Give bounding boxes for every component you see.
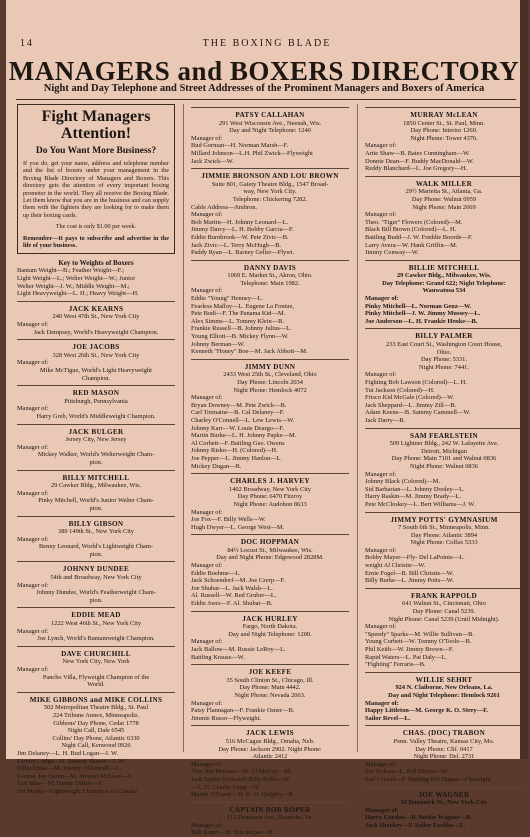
entry-line: Gibbons' Day Phone, Cedar 1778 xyxy=(53,719,139,727)
entry-line: Manager of: xyxy=(365,470,397,478)
entry-line: Bobby Mayer—Fly- Del LaPointe—L. xyxy=(365,554,465,562)
entry-line: Jim Delaney—L. H. Bud Logan—J. W. xyxy=(17,749,118,757)
entry-line: Wauwatosa 534 xyxy=(422,287,466,295)
entry-line: Collins' Day Phone, Atlantic 6330 xyxy=(52,734,140,742)
entry-line: Tiny Jim Herman—M. Al McCoy—M. xyxy=(191,768,292,776)
entry-line: 502 Metropolitan Theatre Bldg., St. Paul xyxy=(43,704,149,712)
entry-line: Happy Littleton—M. George K. O. Strey—F. xyxy=(365,707,489,715)
entry-line: Night Phone: 7441. xyxy=(419,363,469,371)
entry-line: Harry Greb, World's Middleweight Champion. xyxy=(36,412,156,420)
entry-line: Jersey City, New Jersey xyxy=(65,436,127,444)
entry-line: Atlantic 2412 xyxy=(252,753,288,761)
entry-line: Manager of: xyxy=(17,405,49,413)
entry-line: Eddie Boehme—L. xyxy=(191,569,241,577)
entry-line: Johnny Black (Colored)—M. xyxy=(365,478,441,486)
column-right xyxy=(365,104,523,829)
entry-line: Pete McCloskey—L. Bert Williams—J. W. xyxy=(365,500,476,508)
entry-line: Manager of: xyxy=(17,627,49,635)
entry-line: Day Phone: Walnut 0959 xyxy=(411,195,477,203)
entry-line: Martin Burke—L. H. Johnny Papke—M. xyxy=(191,432,297,440)
entry-line: Day Phone: Clif. 0417 xyxy=(415,745,473,753)
directory-entry xyxy=(191,260,349,356)
entry-line: 1222 West 46th St., New York City xyxy=(50,620,142,628)
entry-line: Jack Taylor (Colored) Billy Rolfe—W. xyxy=(191,775,291,783)
entry-line: Day Phone: Interior 1260. xyxy=(410,127,478,135)
entry-line: Artie Shaw—B. Bates Cunningham—W. xyxy=(365,149,471,157)
entry-line: Farmer Lodge—H. Sammy Shaeer—J. W. xyxy=(17,757,126,765)
directory-entry xyxy=(17,646,175,689)
entry-line: Night Call, Kenwood 0926 xyxy=(61,742,131,750)
entry-name: MURRAY McLEAN xyxy=(410,111,478,119)
entry-line: Night Phone: Tower 4376. xyxy=(410,134,478,142)
entry-line: Johnny Karr—W. Louie Deargo—F. xyxy=(191,424,285,432)
directory-entry xyxy=(191,359,349,470)
entry-line: Billie Emke—M. Johnny O'Donnell—L. xyxy=(17,765,122,773)
entry-line: 1850 Center St., St. Paul, Minn. xyxy=(403,119,485,127)
entry-line: Manager of: xyxy=(365,211,397,219)
entry-line: Adam Keene—B. Sammy Cammell—W. xyxy=(365,409,471,417)
entry-line: way, New York City. xyxy=(243,188,297,196)
entry-line: Pete Bodi—F. The Panama Kid—M. xyxy=(191,310,286,318)
entry-line: Mike McTigue, World's Light Heavyweight xyxy=(40,367,152,374)
entry-line: 641 Walnut St., Cincinnati, Ohio xyxy=(402,600,486,608)
directory-entry xyxy=(191,725,349,798)
entry-line: Bryan Downey—M. Pete Zwick—B. xyxy=(191,401,287,409)
entry-line: Manager of: xyxy=(365,623,397,631)
directory-entry xyxy=(365,672,523,723)
entry-name: SAM FEARLSTEIN xyxy=(410,431,478,440)
directory-entry xyxy=(365,725,523,783)
entry-line: 1402 Broadway, New York City xyxy=(229,485,311,493)
entry-line: Suite 801, Gaiety Theatre Bldg., 1547 Broad- xyxy=(211,180,329,188)
directory-entry xyxy=(17,301,175,336)
entry-name: DANNY DAVIS xyxy=(243,263,297,272)
entry-line: Manager of: xyxy=(17,489,49,497)
entry-line: Ernie Fogel—B. Bill Christie—W. xyxy=(365,569,454,577)
entry-line: Eddie "Young" Henney—L. xyxy=(191,295,263,303)
entry-line: Manager of: xyxy=(365,699,399,707)
directory-entry xyxy=(191,473,349,531)
entry-line: Earl Criscel—F. Battling Kid Dugan—Flyweight xyxy=(365,775,491,783)
entry-line: 1069 E. Market St., Akron, Ohio. xyxy=(227,272,313,280)
entry-name: RED MASON xyxy=(72,389,120,398)
entry-line: Jimmie Russo—Flyweight. xyxy=(191,714,261,722)
entry-line: Night Phone: Nevada 2063. xyxy=(234,691,306,699)
entry-line: pion. xyxy=(89,550,103,558)
entry-line: Manager of: xyxy=(191,638,223,646)
notice-box xyxy=(17,104,175,254)
notice-subtitle: Do You Want More Business? xyxy=(35,146,157,156)
entry-line: Battling Budd—J. W. Freddie Boorde—F. xyxy=(365,233,473,241)
entry-line: Cable Address—Jimbron. xyxy=(191,203,258,211)
entry-line: Jack Sheppard—L. Jimmy Zill—B. xyxy=(365,401,457,409)
entry-line: Day and Night Telephone: Hemlock 9261 xyxy=(388,691,500,699)
entry-line: Larry Avera—W. Hank Griffin—M. xyxy=(365,241,458,249)
directory-subheadline: Night and Day Telephone and Street Addresses of the Prominent Managers and Boxers of America xyxy=(43,83,485,94)
directory-entry xyxy=(191,664,349,722)
directory-entry xyxy=(17,385,175,420)
entry-line: 924 N. Claiborne, New Orleans, La. xyxy=(395,684,493,692)
entry-line: Day Phone: Atlantic 3894 xyxy=(410,531,478,539)
entry-line: 7 South 6th St., Minneapolis, Minn. xyxy=(398,524,490,532)
entry-name: JIMMY POTTS' GYMNASIUM xyxy=(390,515,498,524)
entry-line: Kenneth "Honey" Boe—M. Jack Abbott—M. xyxy=(191,348,308,356)
directory-entry xyxy=(365,107,523,173)
entry-line: Harry Raskin—M. Jimmy Brady—L. xyxy=(365,493,462,501)
directory-entry xyxy=(191,168,349,257)
entry-line: Manager of: xyxy=(17,359,49,367)
entry-line: Manager of: xyxy=(191,699,223,707)
entry-line: Day Phone: Canal 5239. xyxy=(412,608,476,616)
weights-key-line: Bantam Weight—B.; Feather Weight—F.; xyxy=(17,267,125,275)
entry-line: Joe Fox—F. Billy Wells—W. xyxy=(191,516,266,524)
directory-entry xyxy=(365,428,523,509)
entry-line: Battling Krause—W. xyxy=(191,653,245,661)
entry-line: 54th and Broadway, New York City xyxy=(50,574,142,582)
entry-line: Frankie Russell—B. Johnny Julius—L. xyxy=(191,325,292,333)
entry-line: Earl Blue—M. Dandy Dillon—F. xyxy=(17,780,103,788)
entry-line: Manager of: xyxy=(365,806,399,814)
entry-line: Day and Night Telephone: 1240 xyxy=(229,127,311,135)
entry-line: Jack Dempsey, World's Heavyweight Champion. xyxy=(33,328,159,336)
entry-line: 509 Lightner Bldg., 242 W. Lafayette Ave. xyxy=(389,440,499,448)
notice-title-line2: Attention! xyxy=(60,125,132,142)
entry-line: Carl Tremaine—B. Cal Delaney—F. xyxy=(191,409,285,417)
entry-line: 36 Dominick St., New York City xyxy=(400,799,488,807)
entry-line: Johnny Risko—H. (Colored)—H. xyxy=(191,447,278,455)
entry-name: JACK KEARNS xyxy=(68,304,124,313)
entry-line: Joe Lynch, World's Bantamweight Champion. xyxy=(37,635,155,643)
entry-line: Donnie Dean—F. Buddy MacDonald—W. xyxy=(365,157,474,165)
entry-line: 29½ Marietta St., Atlanta, Ga. xyxy=(405,188,483,196)
entry-line: Millard Johnson—L.H. Phil Zwick—Flyweight xyxy=(191,149,313,157)
entry-line: Manager of: xyxy=(365,546,397,554)
entry-line: Day Phone: Main 7101 and Walnut 0836 xyxy=(391,455,497,463)
entry-line: Al Corbett—F. Battling Geo. Owens xyxy=(191,439,285,447)
entries-list xyxy=(365,107,523,829)
entry-line: Hugh Dwyer—L. George West—M. xyxy=(191,523,285,531)
entry-line: Manager of: xyxy=(365,142,397,150)
entry-line: 35 South Clinton St., Chicago, Ill. xyxy=(226,676,314,684)
entry-line: Reddy Blanchard—L. Joe Gregory—H. xyxy=(365,165,468,173)
directory-entry xyxy=(17,470,175,513)
entries-list xyxy=(17,301,175,796)
entry-line: Manager of: xyxy=(191,394,223,402)
entry-name: CHARLES J. HARVEY xyxy=(230,477,310,486)
entry-line: Night Phone: Canal 5239 (Until Midnight). xyxy=(388,615,500,623)
directory-entry xyxy=(17,692,175,796)
entry-line: Joe Anderson—L. H. Frankie Henke—B. xyxy=(365,317,478,325)
entry-line: Night Phone: Hemlock 4072 xyxy=(233,386,307,394)
entry-line: Paddy Ryan—L. Barney Geller—Flywt. xyxy=(191,249,295,257)
entry-line: Manager of: xyxy=(365,295,399,303)
entry-line: Jimmy Darcy—L. H. Bobby Garcia—F. xyxy=(191,226,294,234)
entry-line: Day Phone: 6470 Fitzroy xyxy=(237,493,303,501)
entry-name: BILLIE MITCHELL xyxy=(408,263,480,272)
entry-name: JOE JACOBS xyxy=(72,343,120,352)
entry-line: 224 Tribune Annex, Minneapolis. xyxy=(52,711,140,719)
directory-entry xyxy=(17,561,175,604)
entry-name: DAVE CHURCHILL xyxy=(61,649,131,658)
entry-line: weight Al Christie—W. xyxy=(365,562,426,570)
running-title: THE BOXING BLADE xyxy=(202,38,332,49)
entry-name: JACK BULGER xyxy=(68,427,124,436)
entry-line: 516 McCague Bldg., Omaha, Neb. xyxy=(225,737,315,745)
entry-line: Manager of: xyxy=(191,562,223,570)
entry-line: Manager of: xyxy=(191,821,223,829)
entry-line: Telephone: Main 1982. xyxy=(240,279,300,287)
entry-line: Pancho Villa, Flyweight Champion of the xyxy=(42,673,150,681)
entry-line: Manager of: xyxy=(191,211,223,219)
entry-line: 389 149th St., New York City xyxy=(58,528,134,536)
entry-line: Penn. Valley Theatre, Kansas City, Mo. xyxy=(393,737,495,745)
weights-key-line: Light Heavyweight—L. H.; Heavy Weight—H. xyxy=(17,290,139,298)
entry-line: "Speedy" Sparks—M. Willie Sullivan—B. xyxy=(365,630,475,638)
entry-name: JOE KEEFE xyxy=(248,668,292,677)
entry-line: Manager of: xyxy=(191,508,223,516)
entry-line: Tut Jackson (Colored)—H. xyxy=(365,386,435,394)
entry-line: Manager of: xyxy=(365,371,397,379)
binding-spine xyxy=(520,0,528,759)
weights-key-title: Key to Weights of Boxers xyxy=(58,259,134,268)
column-left xyxy=(17,104,175,795)
entry-name: DOC HOPPMAN xyxy=(240,538,300,547)
entry-line: Mickey Walker, World's Welterweight Cham- xyxy=(37,451,155,459)
entry-line: Johnny Dundee, World's Featherweight Cham- xyxy=(36,589,156,597)
entry-line: Patsy Flannagan—F. Frankie Osner—B. xyxy=(191,707,295,715)
directory-entry xyxy=(365,512,523,585)
entry-line: Manager of: xyxy=(191,287,223,295)
column-divider xyxy=(183,104,184,752)
entry-name: JACK LEWIS xyxy=(246,729,294,738)
notice-cost: The cost is only $1.00 per week. xyxy=(55,223,137,231)
entry-line: Harry Gordon—B. Bobby Wagner—B. xyxy=(365,814,472,822)
entry-line: Day and Night Phone: Edgewood 2828M. xyxy=(216,554,324,562)
entry-line: Bob Roper—H. Tom Roper—H. xyxy=(191,829,275,837)
directory-entry xyxy=(191,802,349,837)
entry-line: Manager of: xyxy=(17,581,49,589)
entry-line: Billy Burke—L. Jimmy Potts—W. xyxy=(365,577,454,585)
entry-name: BILLY MITCHELL xyxy=(62,473,130,482)
entry-name: JIMMIE BRONSON AND LOU BROWN xyxy=(201,172,339,181)
entry-line: Joe Trabon—L. Kid Divers—W. xyxy=(365,768,449,776)
entry-line: Young Elliott—B. Mickey Flynn—W. xyxy=(191,333,289,341)
entry-name: BILLY PALMER xyxy=(415,332,473,341)
entry-line: 113 Dennison Ave., Roanoke, Va. xyxy=(227,814,313,822)
entry-line: Day and Night Telephone: 1200. xyxy=(228,630,312,638)
entry-line: Manager of: xyxy=(17,443,49,451)
notice-title-line1: Fight Managers xyxy=(41,108,151,125)
entries-list xyxy=(191,107,349,837)
entry-line: Ohio. xyxy=(436,348,452,356)
entry-line: Day Telephone: Grand 622; Night Telephone: xyxy=(382,279,506,287)
entry-name: FRANK RAPPOLD xyxy=(411,591,477,600)
directory-entry xyxy=(365,787,523,830)
directory-entry xyxy=(365,588,523,669)
entry-name: JACK HURLEY xyxy=(242,614,298,623)
entry-line: Sid Marks—Lightweight Champion of Canada xyxy=(17,787,137,795)
entry-line: Fighting Bob Lawson (Colored)—L. H. xyxy=(365,379,467,386)
entry-line: Jack Darry—B. xyxy=(365,416,406,424)
entry-line: Pinky Mitchell—J. W. Jimmy Mussey—L. xyxy=(365,310,481,318)
entry-line: Day Phone: Jackson 2902. Night Phone: xyxy=(218,745,322,753)
entry-line: World. xyxy=(87,681,105,689)
entry-line: 240 West 47th St., New York City xyxy=(52,313,140,321)
entry-line: 328 West 26th St., New York City xyxy=(52,351,140,359)
entry-line: Day Phone: Lincoln 2034 xyxy=(237,379,303,386)
running-header xyxy=(20,38,514,52)
entry-line: Al. Russell—W. Red Gruber—L. xyxy=(191,592,277,600)
entry-line: Jack Zwick—W. xyxy=(191,157,234,165)
directory-entry xyxy=(191,611,349,662)
column-middle xyxy=(191,104,349,837)
entry-line: Jack Zivic—L. Terry McHugh—B. xyxy=(191,241,282,249)
directory-entry xyxy=(17,424,175,467)
entry-line: Champion. xyxy=(81,374,111,382)
weights-key-line: Welter Weight—J. W.; Middle Weight—M.; xyxy=(17,282,130,290)
entry-name: JIMMY DUNN xyxy=(244,362,296,371)
weights-key-line: Light Weight—L.; Welter Weight—W.; Junior xyxy=(17,275,136,283)
entry-name: CHAS. (DOC) TRABON xyxy=(402,729,486,738)
entry-line: Pinky Mitchell—L. Norman Genz—W. xyxy=(365,302,472,310)
entry-line: Jack Schoendorf—M. Joe Czerp—F. xyxy=(191,577,286,585)
entry-line: Alex Simms—L. Tommy Klein—B. xyxy=(191,317,284,325)
entry-name: WILLIE SEHRT xyxy=(415,675,473,684)
directory-entry xyxy=(17,339,175,382)
entry-line: Bob Martin—H. Johnny Leonard—L. xyxy=(191,218,289,226)
entry-line: Charley O'Connell—L. Lew Lewis—W. xyxy=(191,416,295,424)
entry-name: PATSY CALLAHAN xyxy=(235,111,305,119)
entry-line: Day Phone: 5331. xyxy=(421,356,467,364)
weights-key xyxy=(17,259,175,297)
entry-line: pion. xyxy=(89,458,103,466)
entry-line: Manager of: xyxy=(365,760,397,768)
notice-remember: Remember—It pays to subscribe and advertise in the life of your business. xyxy=(23,234,169,250)
entry-name: JOE WAGNER xyxy=(418,790,470,799)
entry-name: MIKE GIBBONS and MIKE COLLINS xyxy=(29,695,163,704)
directory-entry xyxy=(365,176,523,257)
entry-line: Night Phone: Del. 2731 xyxy=(413,753,475,761)
entry-line: Gunner Joe Quinn—M. Stewart McLean—F. xyxy=(17,772,133,780)
entry-line: Joe Pepper—L. Jimmy Hanlon—L. xyxy=(191,454,283,462)
entry-line: Night Phone: Audobon 8633 xyxy=(233,500,307,508)
entry-name: EDDIE MEAD xyxy=(71,611,121,620)
entry-line: Mickey Dugan—B. xyxy=(191,462,242,470)
entry-line: Manager of: xyxy=(17,535,49,543)
entry-line: Telephone: Chickering 7282. xyxy=(232,195,308,203)
directory-entry xyxy=(17,516,175,559)
entry-line: Day Phone: Main 4442. xyxy=(239,684,301,692)
entry-name: CAPTAIN BOB ROPER xyxy=(229,805,311,814)
entry-line: Manager of: xyxy=(191,134,223,142)
notice-body: If you do, get your name, address and telephone number and the list of boxers under your management in the Boxing Blade Directory of Managers and Boxers. This directory gets the attention of every important boxing promoter in the world. They all receive the Boxing Blade. Let them know that you are in the business and can supply them with the fighters they are looking for to make them up their boxing cards. xyxy=(23,160,169,219)
entry-line: 29 Cawker Bldg., Milwaukee, Wis. xyxy=(50,482,142,490)
entry-line: Frisco Kid McGale (Colored)—W. xyxy=(365,394,455,402)
entry-line: Martin O'Grady—H. K. O. Quigley—B. xyxy=(191,791,295,799)
directory-entry xyxy=(365,328,523,424)
entry-line: pion. xyxy=(89,596,103,604)
entry-line: Joe Shubat—L. Jack Walsh—L. xyxy=(191,584,273,592)
directory-entry xyxy=(365,260,523,326)
entry-line: Night Call, Dale 6545 xyxy=(67,727,125,735)
entry-line: Jimmy Conway—W. xyxy=(365,249,419,257)
entry-line: Sailor Revel—L. xyxy=(365,714,411,722)
entry-line: Bud Gorman—H. Norman Marsh—F. xyxy=(191,142,289,150)
entry-line: Phil Keith—W. Jimmy Brown—F. xyxy=(365,646,454,653)
entry-line: "Fighting" Ferraris—B. xyxy=(365,661,426,669)
entry-line: Eddie Burnbrook—W. Pete Zivic—B. xyxy=(191,233,289,241)
header-rule xyxy=(16,99,516,100)
entry-line: Fargo, North Dakota. xyxy=(242,623,298,631)
entry-line: Manager of: xyxy=(17,666,49,673)
entry-line: Sid Barbarian—L. Johnny Dooley—L. xyxy=(365,485,465,493)
entry-line: Pinky Mitchell, World's Junior Welter Cham- xyxy=(38,497,154,505)
entry-line: Theo. "Tiger" Flowers (Colored)—M. xyxy=(365,218,463,226)
entry-line: Night Phone: Main 2669 xyxy=(412,203,476,211)
entry-line: Detroit, Michigan xyxy=(421,447,467,455)
entry-name: JOHNNY DUNDEE xyxy=(62,565,130,574)
entry-name: WALK MILLER xyxy=(415,179,473,188)
entry-line: Jack Sharkey—F. Sailor Pacillio—L. xyxy=(365,821,466,829)
entry-line: —L. H. Charlie Long—W. xyxy=(191,783,260,791)
entry-line: 233 East Court St., Washington Court House, xyxy=(386,341,502,349)
entry-line: Young Corbett—W. Tommy O'Toole—B. xyxy=(365,638,472,646)
entry-line: Manager of: xyxy=(17,321,49,329)
page-number: 14 xyxy=(20,38,34,49)
entry-line: 291 West Wisconsin Ave., Neenah, Wis. xyxy=(218,119,322,127)
entry-line: 84½ Locust St., Milwaukee, Wis. xyxy=(227,546,313,554)
entry-name: BILLY GIBSON xyxy=(68,519,124,528)
entry-line: Manager of: xyxy=(191,760,223,768)
magazine-page xyxy=(6,0,528,837)
entry-line: pion. xyxy=(89,504,103,512)
directory-headline: MANAGERS and BOXERS DIRECTORY xyxy=(8,56,520,86)
entry-line: Fearless Malloy—L. Eugene La Fontue, xyxy=(191,302,294,310)
entry-line: New York City, New York xyxy=(62,658,130,666)
entry-line: Black Bill Brown (Colored)—L. H. xyxy=(365,226,457,234)
column-divider xyxy=(357,104,358,752)
directory-entry xyxy=(191,107,349,165)
directory-entry xyxy=(17,607,175,642)
entry-line: Eddie Joers—F. Al. Shubat—B. xyxy=(191,600,273,608)
entry-line: 29 Cawker Bldg., Milwaukee, Wis. xyxy=(396,272,492,280)
directory-entry xyxy=(191,534,349,607)
entry-line: Johnny Berman—W. xyxy=(191,340,245,348)
entry-line: 2433 West 25th St., Cleveland, Ohio xyxy=(223,371,317,379)
entry-line: Night Phone: Colfax 5333 xyxy=(410,539,478,547)
entry-line: Jack Ballow—M. Russie LeRoy—L. xyxy=(191,646,286,653)
entry-line: Rapid Waters—L. Pat Daly—L. xyxy=(365,653,447,661)
entry-line: Night Phone: Walnut 0836 xyxy=(409,462,479,470)
entry-line: Benny Leonard, World's Lightweight Cham- xyxy=(39,543,153,551)
entry-line: Pittsburgh, Pennsylvania xyxy=(64,397,128,405)
